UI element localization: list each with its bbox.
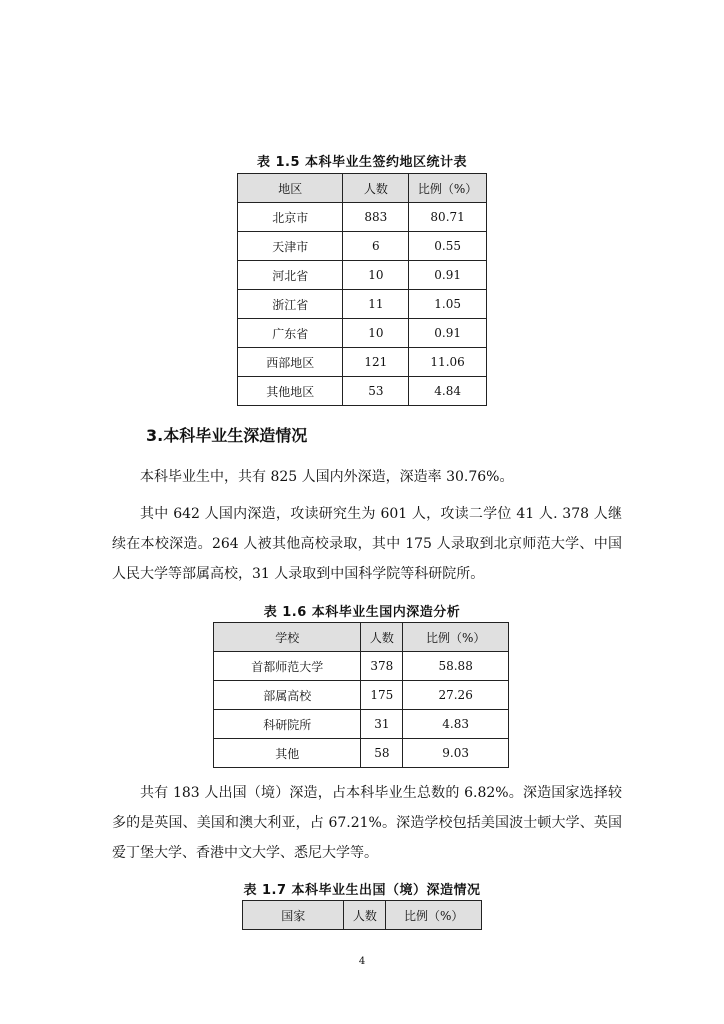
cell-count: 10 bbox=[343, 261, 409, 290]
header-cell: 学校 bbox=[214, 623, 361, 652]
table-row bbox=[214, 739, 509, 768]
table-header-row bbox=[238, 174, 487, 203]
cell-region: 北京市 bbox=[238, 203, 343, 232]
table-1-7 bbox=[242, 900, 482, 930]
cell-count: 53 bbox=[343, 377, 409, 406]
cell-region: 浙江省 bbox=[238, 290, 343, 319]
header-cell: 人数 bbox=[361, 623, 403, 652]
cell-ratio: 27.26 bbox=[403, 681, 509, 710]
cell-count: 175 bbox=[361, 681, 403, 710]
cell-region: 其他地区 bbox=[238, 377, 343, 406]
table-1-5 bbox=[237, 173, 487, 406]
table-1-6 bbox=[213, 622, 509, 768]
cell-school: 其他 bbox=[214, 739, 361, 768]
header-cell: 地区 bbox=[238, 174, 343, 203]
cell-ratio: 0.91 bbox=[409, 261, 487, 290]
paragraph-abroad: 共有 183 人出国（境）深造，占本科毕业生总数的 6.82%。深造国家选择较多的是英国、美国和澳大利亚，占 67.21%。深造学校包括美国波士顿大学、英国爱丁堡大学、香港中文大学、悉尼大学等。 bbox=[112, 785, 622, 861]
cell-region: 广东省 bbox=[238, 319, 343, 348]
header-cell: 比例（%） bbox=[409, 174, 487, 203]
page-number: 4 bbox=[358, 956, 366, 967]
table-row bbox=[238, 203, 487, 232]
cell-ratio: 9.03 bbox=[403, 739, 509, 768]
cell-ratio: 0.91 bbox=[409, 319, 487, 348]
table-row bbox=[238, 290, 487, 319]
cell-count: 11 bbox=[343, 290, 409, 319]
cell-ratio: 4.84 bbox=[409, 377, 487, 406]
table-1-7-caption: 表 1.7 本科毕业生出国（境）深造情况 bbox=[243, 883, 481, 898]
cell-school: 部属高校 bbox=[214, 681, 361, 710]
table-row bbox=[238, 377, 487, 406]
cell-count: 58 bbox=[361, 739, 403, 768]
cell-ratio: 0.55 bbox=[409, 232, 487, 261]
cell-region: 天津市 bbox=[238, 232, 343, 261]
header-cell: 比例（%） bbox=[403, 623, 509, 652]
cell-school: 首都师范大学 bbox=[214, 652, 361, 681]
header-cell: 国家 bbox=[243, 901, 344, 930]
header-cell: 人数 bbox=[344, 901, 386, 930]
section-heading: 3.本科毕业生深造情况 bbox=[146, 426, 308, 445]
table-row bbox=[238, 319, 487, 348]
cell-count: 378 bbox=[361, 652, 403, 681]
header-cell: 比例（%） bbox=[386, 901, 482, 930]
cell-ratio: 80.71 bbox=[409, 203, 487, 232]
table-row bbox=[238, 261, 487, 290]
cell-ratio: 58.88 bbox=[403, 652, 509, 681]
cell-count: 31 bbox=[361, 710, 403, 739]
cell-region: 西部地区 bbox=[238, 348, 343, 377]
table-1-6-caption: 表 1.6 本科毕业生国内深造分析 bbox=[263, 605, 461, 620]
cell-ratio: 1.05 bbox=[409, 290, 487, 319]
table-header-row bbox=[243, 901, 482, 930]
cell-ratio: 4.83 bbox=[403, 710, 509, 739]
table-row bbox=[238, 348, 487, 377]
header-cell: 人数 bbox=[343, 174, 409, 203]
cell-region: 河北省 bbox=[238, 261, 343, 290]
paragraph-domestic: 其中 642 人国内深造，攻读研究生为 601 人，攻读二学位 41 人. 378 人继续在本校深造。264 人被其他高校录取，其中 175 人录取到北京师范大学、中国人民大学等部属高校，31 人录取到中国科学院等科研院所。 bbox=[112, 506, 622, 582]
cell-count: 10 bbox=[343, 319, 409, 348]
table-row bbox=[214, 652, 509, 681]
table-row bbox=[214, 681, 509, 710]
cell-count: 6 bbox=[343, 232, 409, 261]
paragraph-overview: 本科毕业生中，共有 825 人国内外深造，深造率 30.76%。 bbox=[140, 469, 514, 485]
cell-count: 883 bbox=[343, 203, 409, 232]
table-row bbox=[238, 232, 487, 261]
table-header-row bbox=[214, 623, 509, 652]
table-1-5-caption: 表 1.5 本科毕业生签约地区统计表 bbox=[256, 155, 468, 170]
table-row bbox=[214, 710, 509, 739]
cell-school: 科研院所 bbox=[214, 710, 361, 739]
cell-ratio: 11.06 bbox=[409, 348, 487, 377]
cell-count: 121 bbox=[343, 348, 409, 377]
